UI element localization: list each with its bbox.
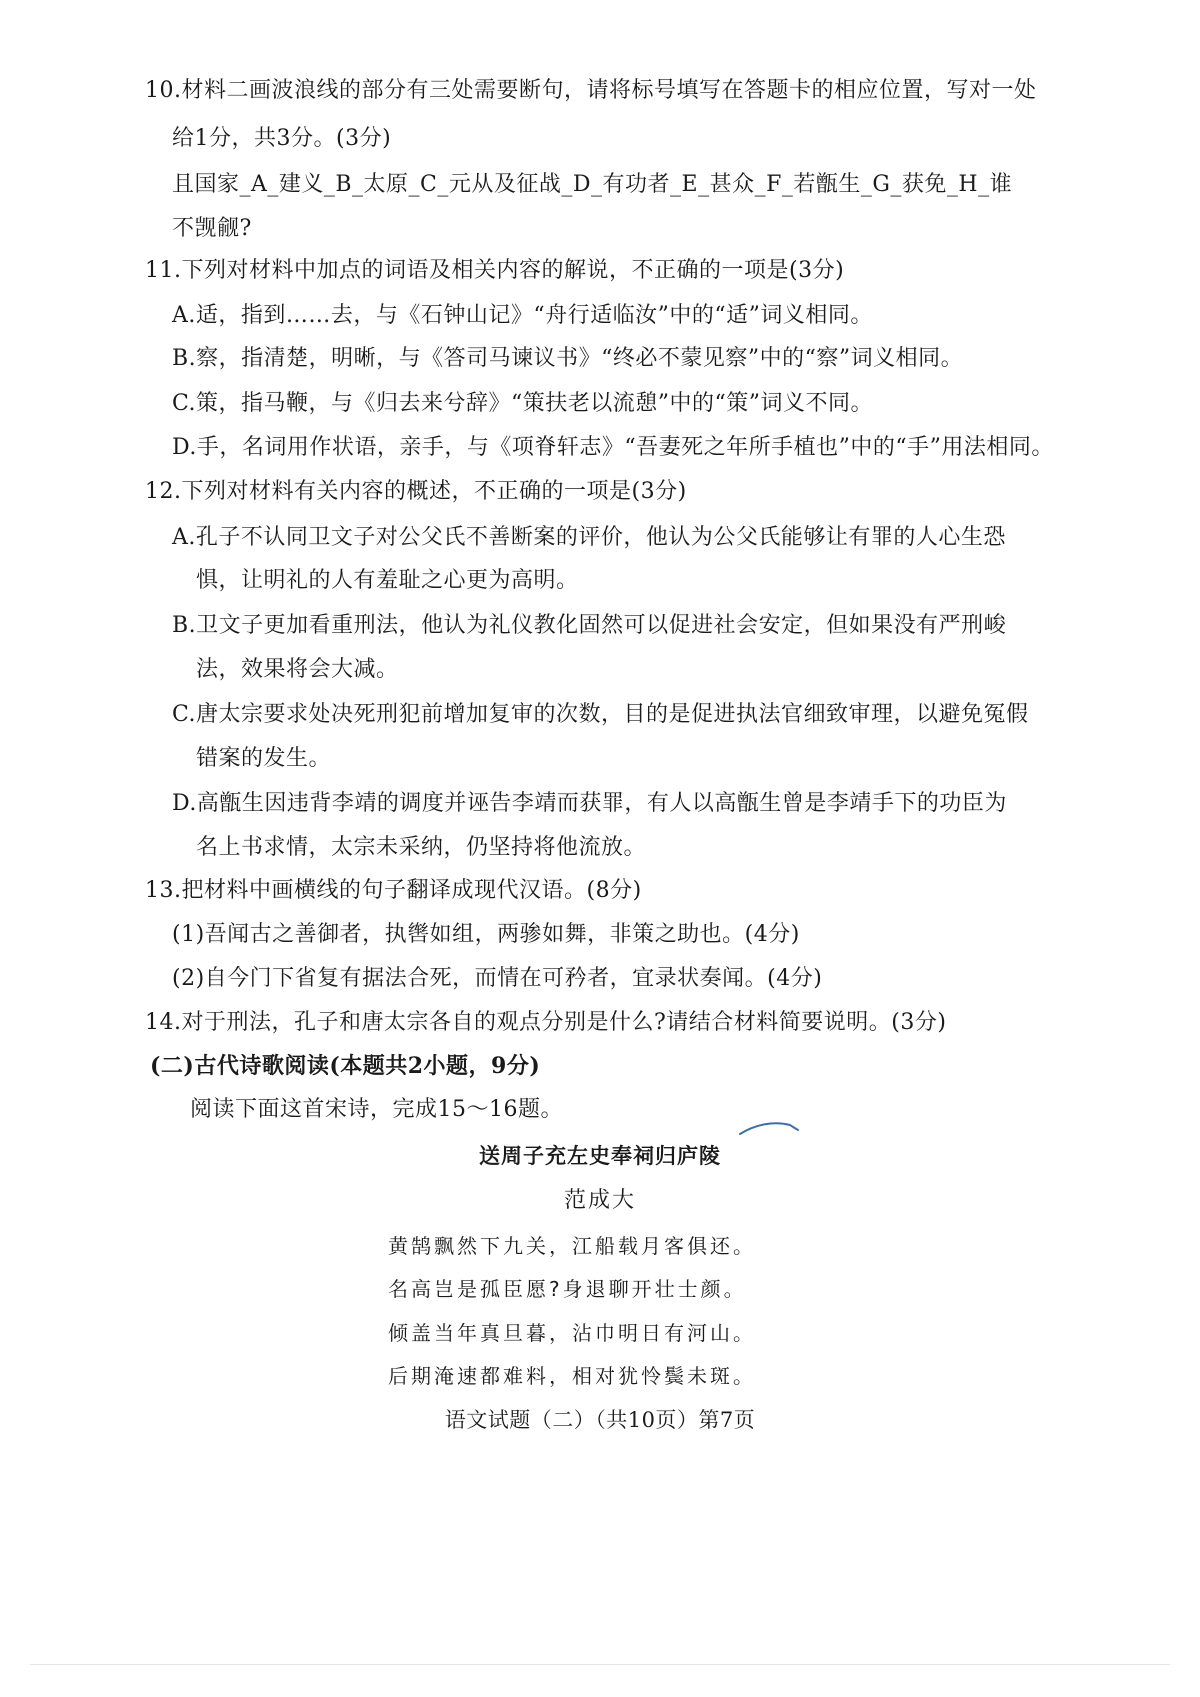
q12-option-b-line1: B.卫文子更加看重刑法，他认为礼仪教化固然可以促进社会安定，但如果没有严刑峻 [172, 613, 1007, 638]
q11-option-a: A.适，指到……去，与《石钟山记》“舟行适临汝”中的“适”词义相同。 [172, 303, 873, 328]
scan-edge-divider [30, 1664, 1170, 1665]
page-footer: 语文试题（二）（共10页）第7页 [444, 1408, 756, 1432]
q12-option-c-line1: C.唐太宗要求处决死刑犯前增加复审的次数，目的是促进执法官细致审理，以避免冤假 [172, 702, 1029, 727]
q11-option-d: D.手，名词用作状语，亲手，与《项脊轩志》“吾妻死之年所手植也”中的“手”用法相同。 [172, 435, 1054, 460]
poem-line: 黄鹄飘然下九关，江船载月客俱还。 [388, 1234, 756, 1258]
q12-option-b-line2: 法，效果将会大减。 [196, 657, 399, 682]
poem-line: 名高岂是孤臣愿?身退聊开壮士颜。 [388, 1277, 747, 1301]
q12-option-d-line1: D.高甑生因违背李靖的调度并诬告李靖而获罪，有人以高甑生曾是李靖手下的功臣为 [172, 791, 1007, 816]
section-heading: (二)古代诗歌阅读(本题共2小题，9分) [150, 1053, 541, 1079]
q10-passage-line1: 且国家_A_建义_B_太原_C_元从及征战_D_有功者_E_甚众_F_若甑生_G_获免_H_谁 [172, 172, 1013, 197]
pen-stroke-mark [738, 1118, 808, 1138]
poem-line: 后期淹速都难料，相对犹怜鬓未斑。 [388, 1364, 756, 1388]
q11-option-b: B.察，指清楚，明晰，与《答司马谏议书》“终必不蒙见察”中的“察”词义相同。 [172, 346, 964, 371]
poem-line: 倾盖当年真旦暮，沾巾明日有河山。 [388, 1321, 756, 1345]
q10-line1: 10.材料二画波浪线的部分有三处需要断句，请将标号填写在答题卡的相应位置，写对一处 [145, 78, 1037, 103]
q11-option-c: C.策，指马鞭，与《归去来兮辞》“策扶老以流憩”中的“策”词义不同。 [172, 391, 874, 416]
q12-stem: 12.下列对材料有关内容的概述，不正确的一项是(3分) [145, 479, 687, 504]
q10-line2: 给1分，共3分。(3分) [172, 126, 392, 151]
q12-option-a-line2: 惧，让明礼的人有羞耻之心更为高明。 [196, 568, 579, 593]
q12-option-d-line2: 名上书求情，太宗未采纳，仍坚持将他流放。 [196, 835, 647, 860]
section-instruction: 阅读下面这首宋诗，完成15～16题。 [190, 1097, 563, 1122]
q10-passage-line2: 不觊觎? [172, 216, 252, 241]
q14-stem: 14.对于刑法，孔子和唐太宗各自的观点分别是什么?请结合材料简要说明。(3分) [145, 1010, 947, 1035]
poem-author: 范成大 [563, 1188, 636, 1213]
q11-stem: 11.下列对材料中加点的词语及相关内容的解说，不正确的一项是(3分) [145, 258, 845, 283]
q13-stem: 13.把材料中画横线的句子翻译成现代汉语。(8分) [145, 878, 642, 903]
q12-option-a-line1: A.孔子不认同卫文子对公父氏不善断案的评价，他认为公父氏能够让有罪的人心生恐 [172, 525, 1006, 550]
q13-sentence-2: (2)自今门下省复有据法合死，而情在可矜者，宜录状奏闻。(4分) [172, 966, 823, 991]
q13-sentence-1: (1)吾闻古之善御者，执辔如组，两骖如舞，非策之助也。(4分) [172, 922, 800, 947]
poem-title: 送周子充左史奉祠归庐陵 [479, 1143, 721, 1168]
q12-option-c-line2: 错案的发生。 [196, 746, 332, 771]
